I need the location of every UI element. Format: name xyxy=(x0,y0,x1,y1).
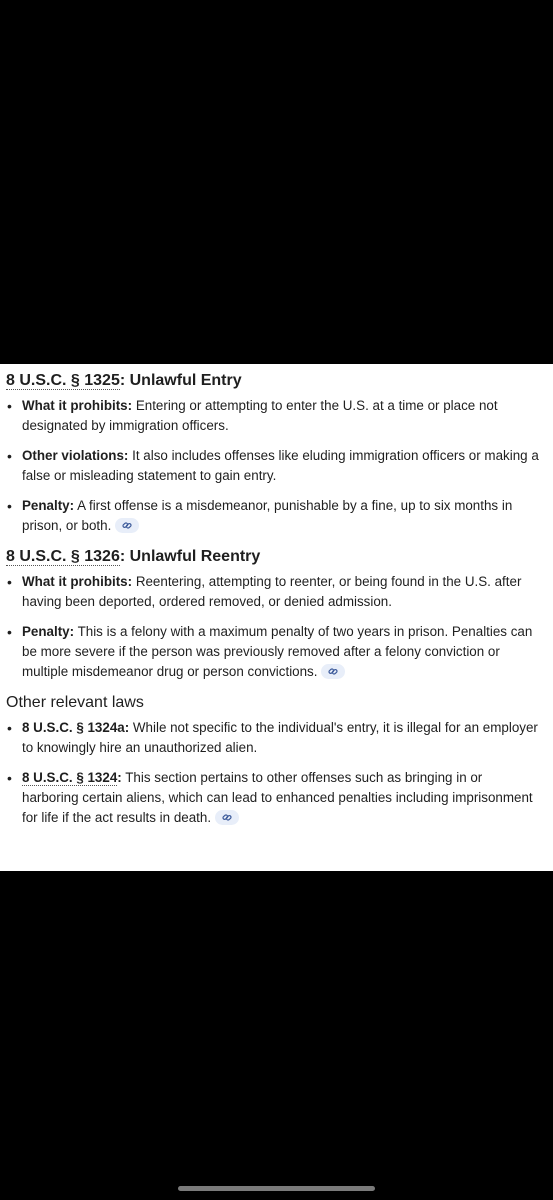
item-label: Penalty: xyxy=(22,498,75,513)
list-item xyxy=(6,496,541,536)
item-label: What it prohibits: xyxy=(22,398,133,413)
item-text: This section pertains to other offenses such as bringing in or harboring certain aliens, which can lead to enhanced penalties including imprisonment for life if the act results in death. xyxy=(22,770,533,825)
statute-citation-link[interactable]: 8 U.S.C. § 1324 xyxy=(22,770,118,785)
link-icon xyxy=(328,667,338,676)
link-icon xyxy=(122,521,132,530)
item-text: It also includes offenses like eluding immigration officers or making a false or misleading statement to gain entry. xyxy=(22,448,539,483)
source-link-button[interactable] xyxy=(115,518,139,533)
list-item xyxy=(6,768,541,828)
item-label: What it prohibits: xyxy=(22,574,133,589)
item-text: A first offense is a misdemeanor, punishable by a fine, up to six months in prison, or both. xyxy=(22,498,513,533)
section-heading-text: : Unlawful Entry xyxy=(119,372,242,389)
link-icon xyxy=(222,813,232,822)
list-item xyxy=(6,718,541,758)
list-item xyxy=(6,396,541,436)
statute-citation-link[interactable]: 8 U.S.C. § 1326 xyxy=(6,548,120,565)
statute-citation-link[interactable]: 8 U.S.C. § 1325 xyxy=(6,372,120,389)
item-text: While not specific to the individual's entry, it is illegal for an employer to knowingly hire an unauthorized alien. xyxy=(22,720,538,755)
item-label: 8 U.S.C. § 1324a: xyxy=(22,720,130,735)
list-item xyxy=(6,572,541,612)
section-list-1326 xyxy=(6,572,541,682)
home-indicator[interactable] xyxy=(178,1186,375,1191)
section-heading-text: : Unlawful Reentry xyxy=(119,548,261,565)
source-link-button[interactable] xyxy=(215,810,239,825)
item-text: Reentering, attempting to reenter, or being found in the U.S. after having been deported, ordered removed, or denied admission. xyxy=(22,574,522,609)
section-list-1325 xyxy=(6,396,541,536)
section-heading-other-laws: Other relevant laws xyxy=(6,694,144,711)
item-label: Penalty: xyxy=(22,624,75,639)
section-heading-1326 xyxy=(6,546,541,568)
list-item xyxy=(6,622,541,682)
answer-panel xyxy=(0,364,553,871)
item-label: : xyxy=(117,770,122,785)
item-label: Other violations: xyxy=(22,448,129,463)
list-item xyxy=(6,446,541,486)
item-text: This is a felony with a maximum penalty of two years in prison. Penalties can be more severe if the person was previously removed after a felony conviction or multiple misdemeanor drug or person convictions. xyxy=(22,624,533,679)
item-text: Entering or attempting to enter the U.S. at a time or place not designated by immigration officers. xyxy=(22,398,498,433)
section-heading-1325 xyxy=(6,370,541,392)
section-list-other-laws xyxy=(6,718,541,828)
source-link-button[interactable] xyxy=(321,664,345,679)
